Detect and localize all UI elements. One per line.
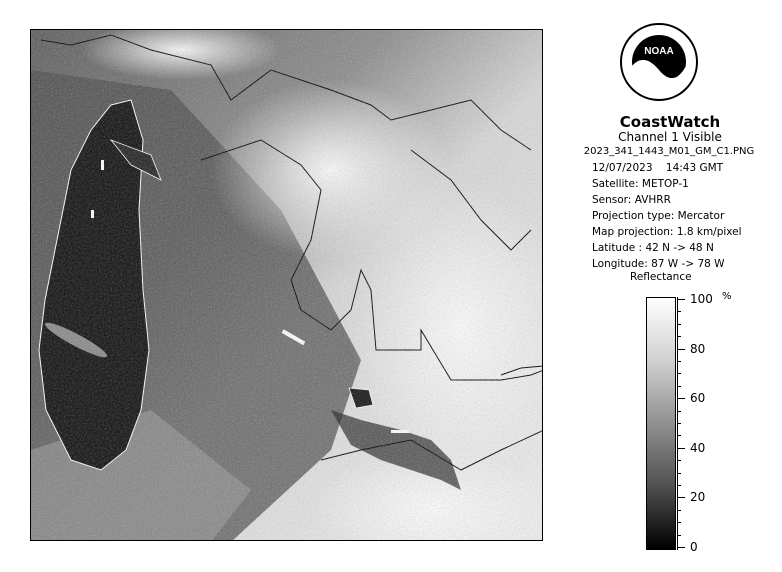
- sensor-row: Sensor: AVHRR: [592, 194, 671, 206]
- colorbar-minor-tick: [677, 361, 681, 362]
- time-label: 14:43 GMT: [665, 162, 724, 174]
- colorbar-minor-tick: [677, 411, 681, 412]
- colorbar-unit: %: [722, 291, 732, 302]
- colorbar-tick-label: 100: [690, 292, 713, 306]
- texture-overlay: [31, 30, 543, 541]
- satellite-image: [31, 30, 543, 541]
- colorbar-minor-tick: [677, 386, 681, 387]
- filename-label: 2023_341_1443_M01_GM_C1.PNG: [583, 146, 755, 157]
- product-title: CoastWatch: [619, 113, 721, 131]
- satellite-image-panel: [30, 29, 543, 541]
- logo-text: NOAA: [644, 46, 674, 57]
- reflectance-colorbar: [646, 297, 676, 550]
- projection-type-row: Projection type: Mercator: [592, 210, 725, 222]
- colorbar-minor-tick: [677, 510, 681, 511]
- colorbar-minor-tick: [677, 485, 681, 486]
- colorbar-minor-tick: [677, 473, 681, 474]
- colorbar-title: Reflectance: [630, 271, 692, 283]
- date-label: 12/07/2023: [592, 162, 653, 174]
- colorbar-major-tick: [677, 448, 685, 449]
- colorbar-minor-tick: [677, 336, 681, 337]
- colorbar-minor-tick: [677, 311, 681, 312]
- noaa-logo: [619, 22, 699, 102]
- latitude-row: Latitude : 42 N -> 48 N: [592, 242, 714, 254]
- colorbar-tick-label: 80: [690, 341, 706, 356]
- satellite-row: Satellite: METOP-1: [592, 178, 689, 190]
- colorbar-tick-label: 40: [690, 440, 706, 455]
- datetime-row: [592, 162, 723, 174]
- colorbar-minor-tick: [677, 423, 681, 424]
- channel-subtitle: Channel 1 Visible: [618, 130, 722, 144]
- colorbar-tick-label: 20: [690, 490, 706, 505]
- colorbar-minor-tick: [677, 373, 681, 374]
- colorbar-minor-tick: [677, 324, 681, 325]
- colorbar-major-tick: [677, 349, 685, 350]
- colorbar-minor-tick: [677, 522, 681, 523]
- map-projection-row: Map projection: 1.8 km/pixel: [592, 226, 742, 238]
- colorbar-major-tick: [677, 497, 685, 498]
- colorbar-major-tick: [677, 398, 685, 399]
- longitude-row: Longitude: 87 W -> 78 W: [592, 258, 725, 270]
- colorbar-minor-tick: [677, 435, 681, 436]
- colorbar-tick-label: 0: [690, 540, 698, 554]
- colorbar-major-tick: [677, 547, 685, 548]
- colorbar-tick-label: 60: [690, 391, 706, 406]
- colorbar-minor-tick: [677, 460, 681, 461]
- colorbar-major-tick: [677, 299, 685, 300]
- colorbar-minor-tick: [677, 535, 681, 536]
